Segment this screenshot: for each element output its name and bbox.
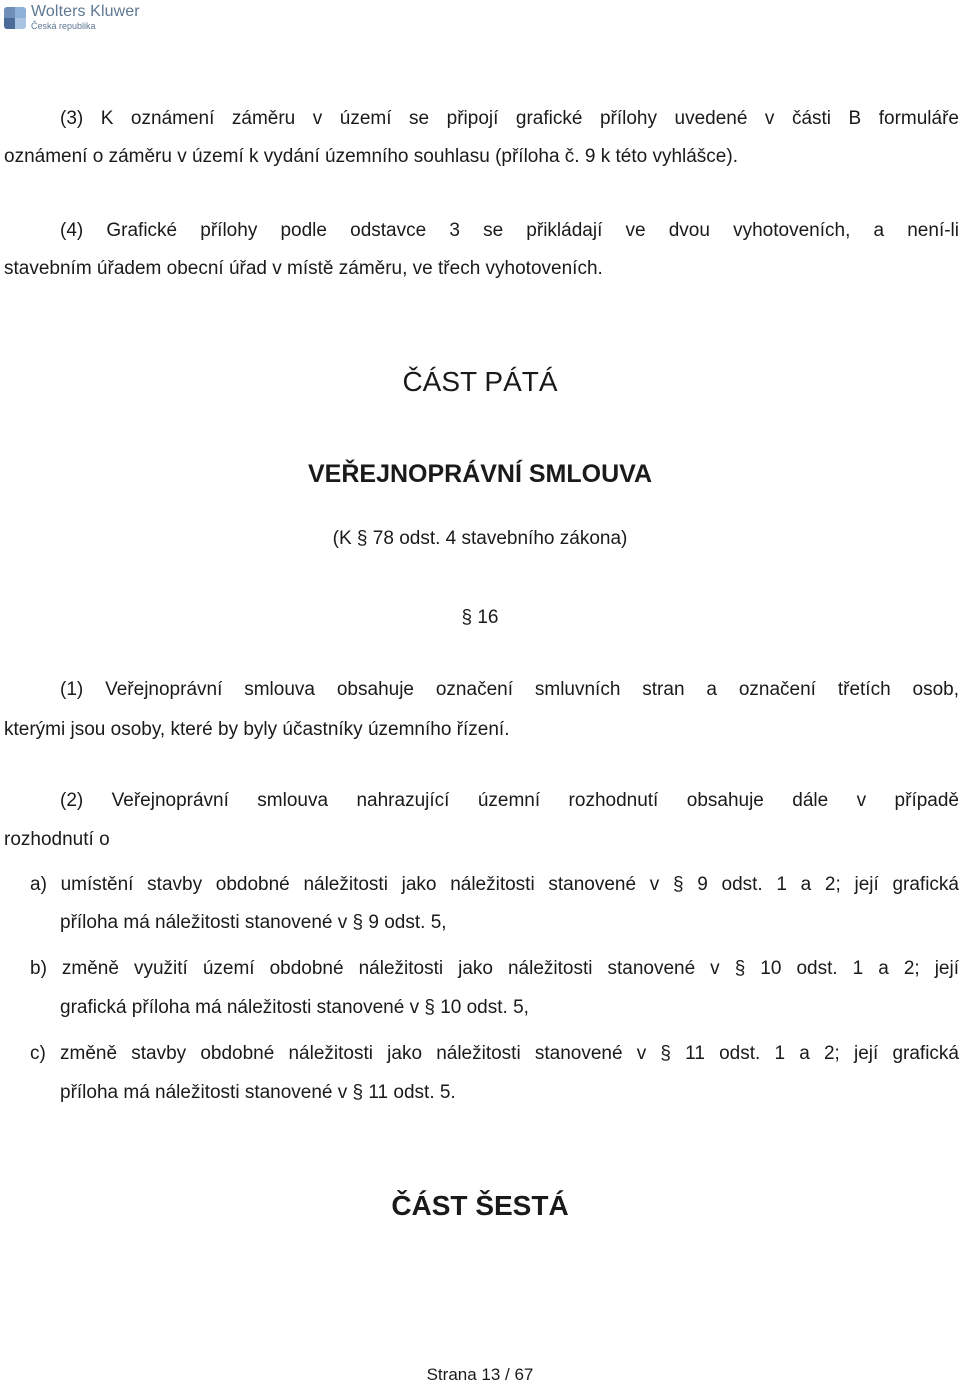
list-item-a-line-2: příloha má náležitosti stanovené v § 9 odst. 5, (60, 912, 447, 933)
section-16-heading: § 16 (461, 607, 499, 628)
list-item-c-line-1: c) změně stavby obdobné náležitosti jako náležitosti stanovené v § 11 odst. 1 a 2; její grafická (30, 1043, 959, 1064)
paragraph-3-line-2: oznámení o záměru v území k vydání územního souhlasu (příloha č. 9 k této vyhlášce). (4, 146, 738, 167)
paragraph-4-line-2: stavebním úřadem obecní úřad v místě záměru, ve třech vyhotoveních. (4, 258, 603, 279)
part-5-reference: (K § 78 odst. 4 stavebního zákona) (332, 528, 628, 549)
list-item-b-line-2: grafická příloha má náležitosti stanovené v § 10 odst. 5, (60, 997, 529, 1018)
section-16-paragraph-1-line-1: (1) Veřejnoprávní smlouva obsahuje označení smluvních stran a označení třetích osob, (60, 679, 959, 700)
page-number: Strana 13 / 67 (426, 1365, 534, 1384)
paragraph-3-line-1: (3) K oznámení záměru v území se připojí grafické přílohy uvedené v části B formuláře (60, 108, 959, 129)
part-6-heading: ČÁST ŠESTÁ (391, 1190, 569, 1221)
publisher-logo (4, 4, 140, 31)
logo-name: Wolters Kluwer (31, 3, 140, 20)
part-5-title: VEŘEJNOPRÁVNÍ SMLOUVA (307, 460, 653, 488)
list-item-a-line-1: a) umístění stavby obdobné náležitosti jako náležitosti stanovené v § 9 odst. 1 a 2; její grafická (30, 874, 959, 895)
paragraph-4-line-1: (4) Grafické přílohy podle odstavce 3 se přikládají ve dvou vyhotoveních, a není-li (60, 220, 959, 241)
section-16-paragraph-1-line-2: kterými jsou osoby, které by byly účastníky územního řízení. (4, 719, 510, 740)
wolters-kluwer-logo-icon (4, 7, 26, 29)
logo-subtitle: Česká republika (31, 21, 96, 31)
section-16-paragraph-2-line-2: rozhodnutí o (4, 829, 110, 850)
list-item-b-line-1: b) změně využití území obdobné náležitosti jako náležitosti stanovené v § 10 odst. 1 a 2; její (30, 958, 959, 979)
list-item-c-line-2: příloha má náležitosti stanovené v § 11 odst. 5. (60, 1082, 456, 1103)
part-5-heading: ČÁST PÁTÁ (402, 366, 558, 397)
section-16-paragraph-2-line-1: (2) Veřejnoprávní smlouva nahrazující územní rozhodnutí obsahuje dále v případě (60, 790, 959, 811)
